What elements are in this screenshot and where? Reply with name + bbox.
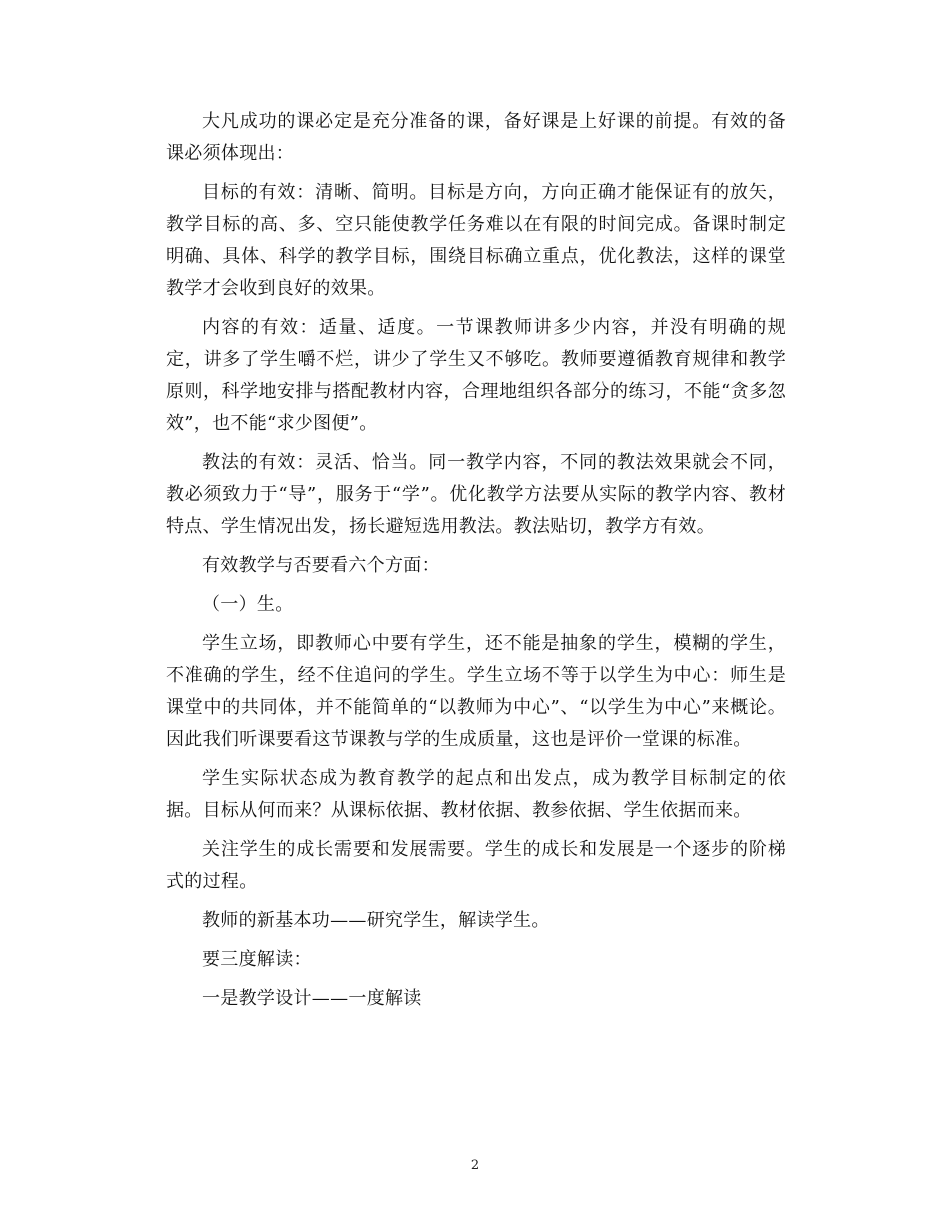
paragraph: 关注学生的成长需要和发展需要。学生的成长和发展是一个逐步的阶梯式的过程。 bbox=[166, 839, 786, 892]
paragraph: 有效教学与否要看六个方面： bbox=[202, 555, 440, 576]
paragraph: 学生立场，即教师心中要有学生，还不能是抽象的学生，模糊的学生，不准确的学生，经不住追问的学生。学生立场不等于以学生为中心：师生是课堂中的共同体，并不能简单的“以教师为中心”、“以学生为中心”来概论。因此我们听课要看这节课教与学的生成质量，这也是评价一堂课的标准。 bbox=[166, 633, 786, 750]
paragraph: 教法的有效：灵活、恰当。同一教学内容，不同的教法效果就会不同，教必须致力于“导”，服务于“学”。优化教学方法要从实际的教学内容、教材特点、学生情况出发，扬长避短选用教法。教法贴切，教学方有效。 bbox=[166, 452, 786, 537]
paragraph: 目标的有效：清晰、简明。目标是方向，方向正确才能保证有的放矢，教学目标的高、多、空只能使教学任务难以在有限的时间完成。备课时制定明确、具体、科学的教学目标，围绕目标确立重点，优化教法，这样的课堂教学才会收到良好的效果。 bbox=[166, 182, 786, 299]
paragraph: 一是教学设计——一度解读 bbox=[202, 988, 422, 1009]
paragraph: 大凡成功的课必定是充分准备的课，备好课是上好课的前提。有效的备课必须体现出： bbox=[166, 111, 786, 164]
paragraph: 内容的有效：适量、适度。一节课教师讲多少内容，并没有明确的规定，讲多了学生嚼不烂，讲少了学生又不够吃。教师要遵循教育规律和教学原则，科学地安排与搭配教材内容，合理地组织各部分的练习，不能“贪多忽效”，也不能“求少图便”。 bbox=[166, 317, 786, 434]
paragraph: 教师的新基本功——研究学生，解读学生。 bbox=[202, 910, 550, 931]
paragraph: （一）生。 bbox=[202, 594, 294, 615]
paragraph: 要三度解读： bbox=[202, 949, 312, 970]
document-body bbox=[166, 106, 786, 1022]
page-number: 2 bbox=[470, 1158, 480, 1173]
paragraph: 学生实际状态成为教育教学的起点和出发点，成为教学目标制定的依据。目标从何而来？从课标依据、教材依据、教参依据、学生依据而来。 bbox=[166, 768, 786, 821]
